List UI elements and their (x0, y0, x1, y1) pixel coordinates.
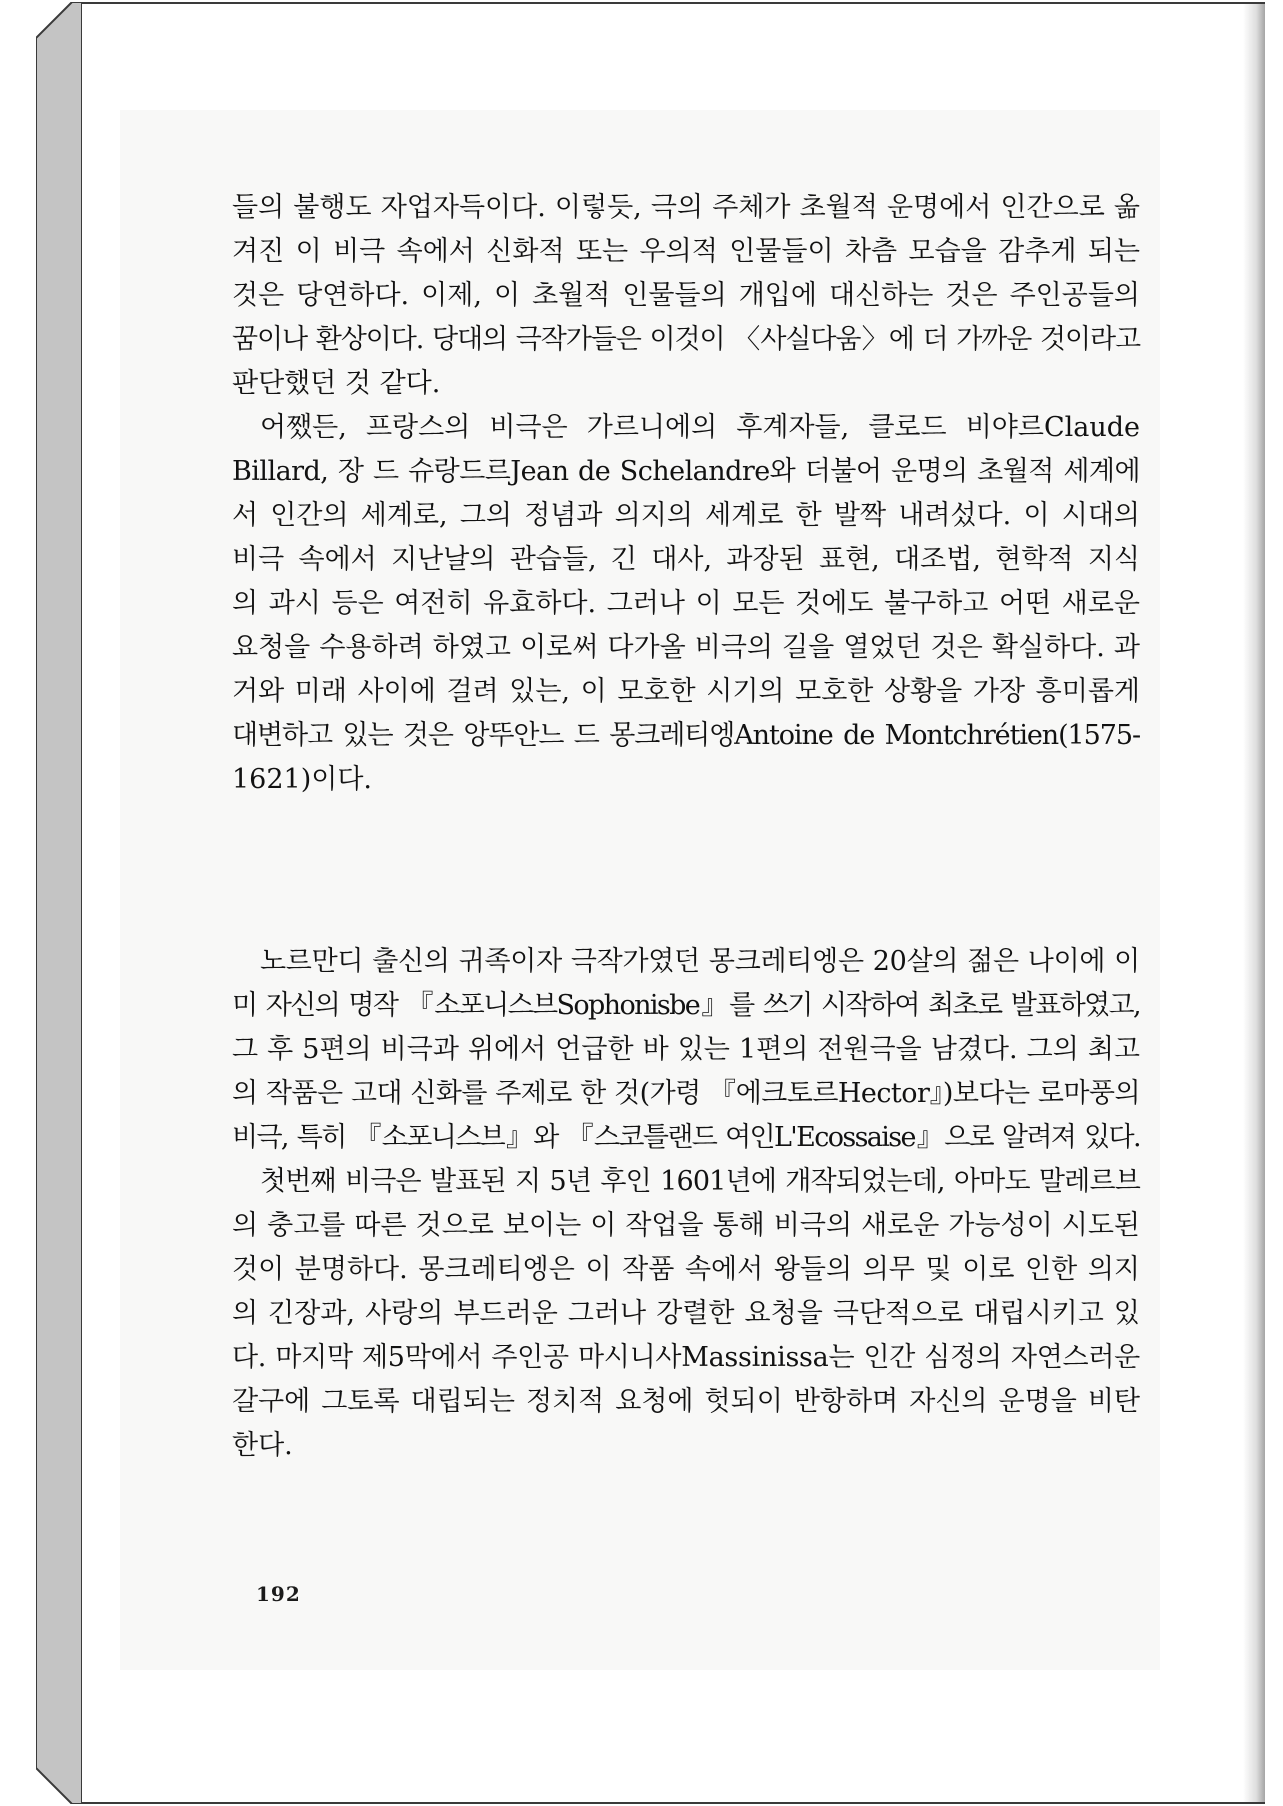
text-line: 것이 분명하다. 몽크레티엥은 이 작품 속에서 왕들의 의무 및 이로 인한 의지 (232, 1254, 1140, 1285)
text-line: 미 자신의 명작 『소포니스브Sophonisbe』를 쓰기 시작하여 최초로 발표하였고, (232, 990, 1140, 1021)
text-line: 의 과시 등은 여전히 유효하다. 그러나 이 모든 것에도 불구하고 어떤 새로운 (232, 588, 1140, 619)
paragraph-group-2 (232, 940, 1140, 1468)
text-line: 어쨌든, 프랑스의 비극은 가르니에의 후계자들, 클로드 비야르Claude (260, 412, 1140, 443)
text-line: 판단했던 것 같다. (232, 368, 441, 399)
text-line: 대변하고 있는 것은 앙뚜안느 드 몽크레티엥Antoine de Montchrétien(1575- (232, 720, 1140, 751)
text-line: 의 충고를 따른 것으로 보이는 이 작업을 통해 비극의 새로운 가능성이 시도된 (232, 1210, 1140, 1241)
text-line: 의 긴장과, 사랑의 부드러운 그러나 강렬한 요청을 극단적으로 대립시키고 있 (232, 1298, 1140, 1329)
text-line: 겨진 이 비극 속에서 신화적 또는 우의적 인물들이 차츰 모습을 감추게 되는 (232, 236, 1140, 267)
text-line: 의 작품은 고대 신화를 주제로 한 것(가령 『에크토르Hector』)보다는 로마풍의 (232, 1078, 1140, 1109)
text-line: 거와 미래 사이에 걸려 있는, 이 모호한 시기의 모호한 상황을 가장 흥미롭게 (232, 676, 1140, 707)
text-line: 서 인간의 세계로, 그의 정념과 의지의 세계로 한 발짝 내려섰다. 이 시대의 (232, 500, 1140, 531)
text-line: 비극 속에서 지난날의 관습들, 긴 대사, 과장된 표현, 대조법, 현학적 지식 (232, 544, 1140, 575)
text-line: 요청을 수용하려 하였고 이로써 다가올 비극의 길을 열었던 것은 확실하다. 과 (232, 632, 1140, 663)
text-line: 꿈이나 환상이다. 당대의 극작가들은 이것이 〈사실다움〉에 더 가까운 것이라고 (232, 324, 1140, 355)
text-line: Billard, 장 드 슈랑드르Jean de Schelandre와 더불어 운명의 초월적 세계에 (232, 456, 1140, 487)
page-number: 192 (256, 1582, 301, 1606)
text-line: 첫번째 비극은 발표된 지 5년 후인 1601년에 개작되었는데, 아마도 말레르브 (260, 1166, 1140, 1197)
text-line: 그 후 5편의 비극과 위에서 언급한 바 있는 1편의 전원극을 남겼다. 그의 최고 (232, 1034, 1140, 1065)
paragraph-group-1 (232, 186, 1140, 802)
book-spine (36, 2, 84, 1804)
text-line: 노르만디 출신의 귀족이자 극작가였던 몽크레티엥은 20살의 젊은 나이에 이 (260, 946, 1140, 977)
text-line: 비극, 특히 『소포니스브』와 『스코틀랜드 여인L'Ecossaise』으로 알려져 있다. (232, 1122, 1140, 1153)
text-line: 것은 당연하다. 이제, 이 초월적 인물들의 개입에 대신하는 것은 주인공들의 (232, 280, 1140, 311)
text-line: 한다. (232, 1430, 293, 1461)
text-line: 들의 불행도 자업자득이다. 이렇듯, 극의 주체가 초월적 운명에서 인간으로 옮 (232, 192, 1140, 223)
text-line: 1621)이다. (232, 764, 372, 795)
text-line: 다. 마지막 제5막에서 주인공 마시니사Massinissa는 인간 심정의 자연스러운 (232, 1342, 1140, 1373)
page-edge-shadow (1243, 4, 1265, 1802)
text-line: 갈구에 그토록 대립되는 정치적 요청에 헛되이 반항하며 자신의 운명을 비탄 (232, 1386, 1140, 1417)
